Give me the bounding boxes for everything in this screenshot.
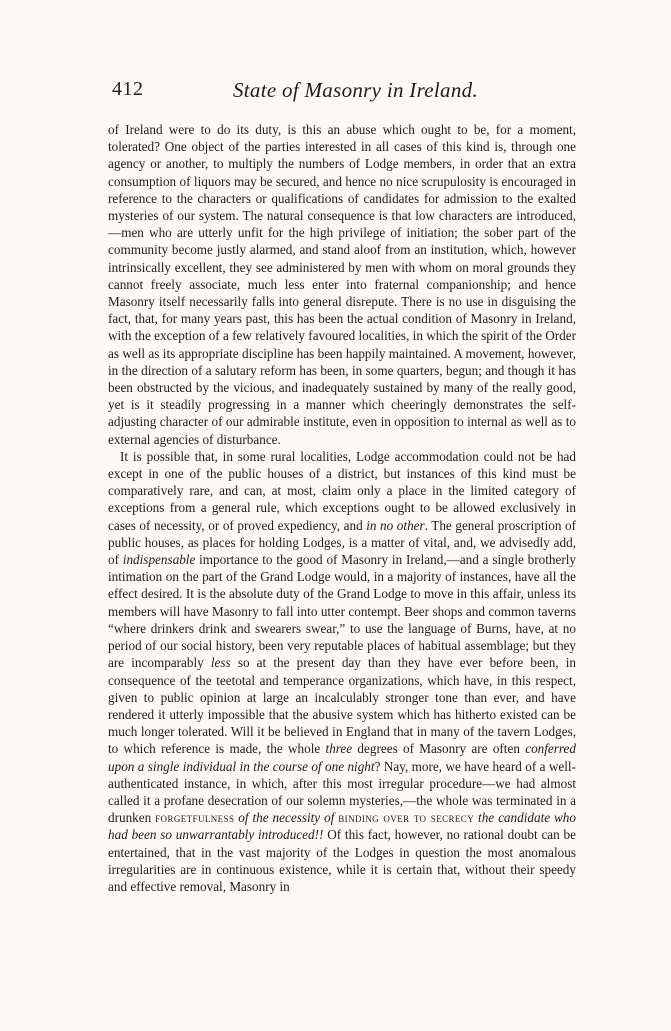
text-run: ? Nay, more, we have heard of a well-authenticated instance, in which, after this most irregular procedure—we had almost called it a profane desecration of our solemn mysteries,—the whole was terminated in a drunken xyxy=(108,758,576,826)
italic-run: of the necessity of xyxy=(234,810,339,826)
small-caps-run: binding over to secrecy xyxy=(338,810,475,826)
italic-run: conferred upon a single individual in the course of one night xyxy=(108,741,576,774)
page-number: 412 xyxy=(112,78,144,100)
italic-run: three xyxy=(325,741,353,757)
text-run: It is possible that, in some rural localities, Lodge accommodation could not be had except in one of the public houses of a district, but instances of this kind must be comparatively rare, and can, at most, claim only a place in the limited category of exceptions from a general rule, which exceptions ought to be allowed exclusively in cases of necessity, or of proved expediency, and xyxy=(108,448,576,533)
text-run: degrees of Masonry are often xyxy=(352,741,526,757)
paragraph-2 xyxy=(108,448,576,895)
body-text xyxy=(108,121,576,895)
paragraph-1: of Ireland were to do its duty, is this an abuse which ought to be, for a moment, tolerated? One object of the parties interested in all cases of this kind is, through one agency or another, to multiply the numbers of Lodge members, in order that an extra consumption of liquors may be secured, and hence no nice scrupulosity is encouraged in reference to the characters or qualifications of candidates for admission to the exalted mysteries of our system. The natural consequence is that low characters are introduced,—men who are utterly unfit for the high privilege of initiation; the sober part of the community become justly alarmed, and stand aloof from an institution, which, however intrinsically excellent, they see administered by men with whom on moral grounds they cannot freely associate, much less enter into fraternal companionship; and hence Masonry itself necessarily falls into general disrepute. There is no use in disguising the fact, that, for many years past, this has been the actual condition of Masonry in Ireland, with the exception of a few relatively favoured localities, in which the spirit of the Order as well as its appropriate discipline has been happily maintained. A movement, however, in the direction of a salutary reform has been, in some quarters, begun; and though it has been obstructed by the vicious, and inadequately sustained by many of the really good, yet is it steadily progressing in a manner which cheeringly demonstrates the self-adjusting character of our admirable institute, even in opposition to internal as well as to external agencies of disturbance. xyxy=(108,122,576,447)
text-run: importance to the good of Masonry in Ireland,—and a single brotherly intimation on the part of the Grand Lodge would, in a majority of instances, have all the effect desired. It is the absolute duty of the Grand Lodge to move in this affair, unless its members will have Masonry to fall into utter contempt. Beer shops and common taverns “where drinkers drink and swearers swear,” to use the language of Burns, have, at no period of our social history, been very reputable places of habitual assemblage; but they are incomparably xyxy=(108,552,576,671)
italic-run: in no other xyxy=(366,517,425,533)
small-caps-run: forgetfulness xyxy=(155,810,235,826)
text-run: . The general proscription of public houses, as places for holding Lodges, is a matter of vital, and, we advisedly add, of xyxy=(108,517,576,568)
page-header xyxy=(100,78,611,112)
running-title: State of Masonry in Ireland. xyxy=(232,78,478,102)
italic-run: the candidate who had been so unwarrantably introduced!! xyxy=(108,810,576,843)
text-run: Of this fact, however, no rational doubt can be entertained, that in the vast majority of the Lodges in question the most anomalous irregularities are in continuous existence, while it is certain that, without their speedy and effective removal, Masonry in xyxy=(108,827,576,894)
italic-run: indispensable xyxy=(122,552,196,568)
italic-run: less xyxy=(210,655,231,671)
text-run: so at the present day than they have ever before been, in consequence of the teetotal and temperance organizations, which have, in this respect, given to public opinion at large an incalculably stronger tone than ever, and have rendered it utterly impossible that the abusive system which has hitherto existed can be much longer tolerated. Will it be believed in England that in many of the tavern Lodges, to which reference is made, the whole xyxy=(108,655,576,757)
